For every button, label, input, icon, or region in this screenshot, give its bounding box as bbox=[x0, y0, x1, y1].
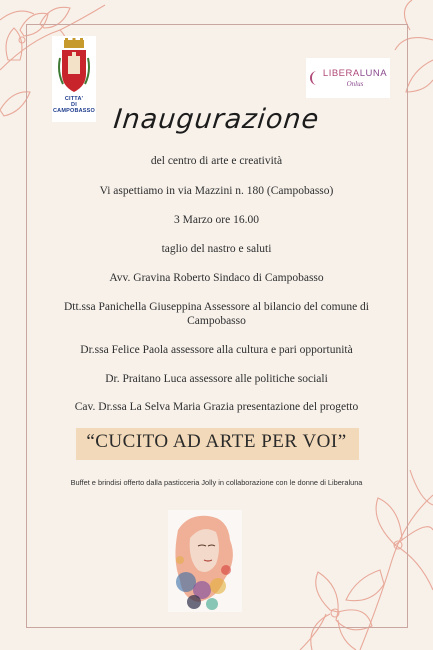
logo-name-part1: LIBERA bbox=[322, 68, 360, 79]
crest-label-line1: CITTA' bbox=[64, 96, 84, 102]
speaker-2-line2: Campobasso bbox=[187, 315, 246, 327]
event-address: Vi aspettiamo in via Mazzini n. 180 (Campobasso) bbox=[99, 185, 334, 197]
event-ribbon: taglio del nastro e saluti bbox=[161, 243, 272, 255]
crest-label-line2: DI CAMPOBASSO bbox=[52, 102, 96, 114]
speaker-3: Dr.ssa Felice Paola assessore alla cultura e pari opportunità bbox=[80, 344, 353, 356]
speaker-4: Dr. Praitano Luca assessore alle politiche sociali bbox=[105, 373, 328, 385]
page-title: Inaugurazione bbox=[112, 104, 321, 135]
event-datetime: 3 Marzo ore 16.00 bbox=[174, 214, 259, 226]
logo-name-part2: LUNA bbox=[359, 68, 388, 79]
project-title: “CUCITO AD ARTE PER VOI” bbox=[86, 431, 347, 452]
coat-of-arms-icon bbox=[57, 38, 91, 96]
logo-subtitle: Onlus bbox=[346, 80, 364, 88]
watercolor-portrait-icon bbox=[168, 510, 242, 612]
artwork-image bbox=[168, 510, 242, 612]
speaker-1: Avv. Gravina Roberto Sindaco di Campobasso bbox=[109, 272, 324, 284]
speaker-2-line1: Dtt.ssa Panichella Giuseppina Assessore al bilancio del comune di bbox=[63, 301, 369, 313]
event-subtitle: del centro di arte e creatività bbox=[150, 155, 283, 167]
buffet-note: Buffet e brindisi offerto dalla pasticceria Jolly in collaborazione con le donne di Liberaluna bbox=[70, 478, 363, 487]
liberaluna-logo bbox=[306, 58, 390, 98]
speaker-5: Cav. Dr.ssa La Selva Maria Grazia presentazione del progetto bbox=[74, 401, 359, 413]
moon-icon bbox=[309, 70, 321, 86]
